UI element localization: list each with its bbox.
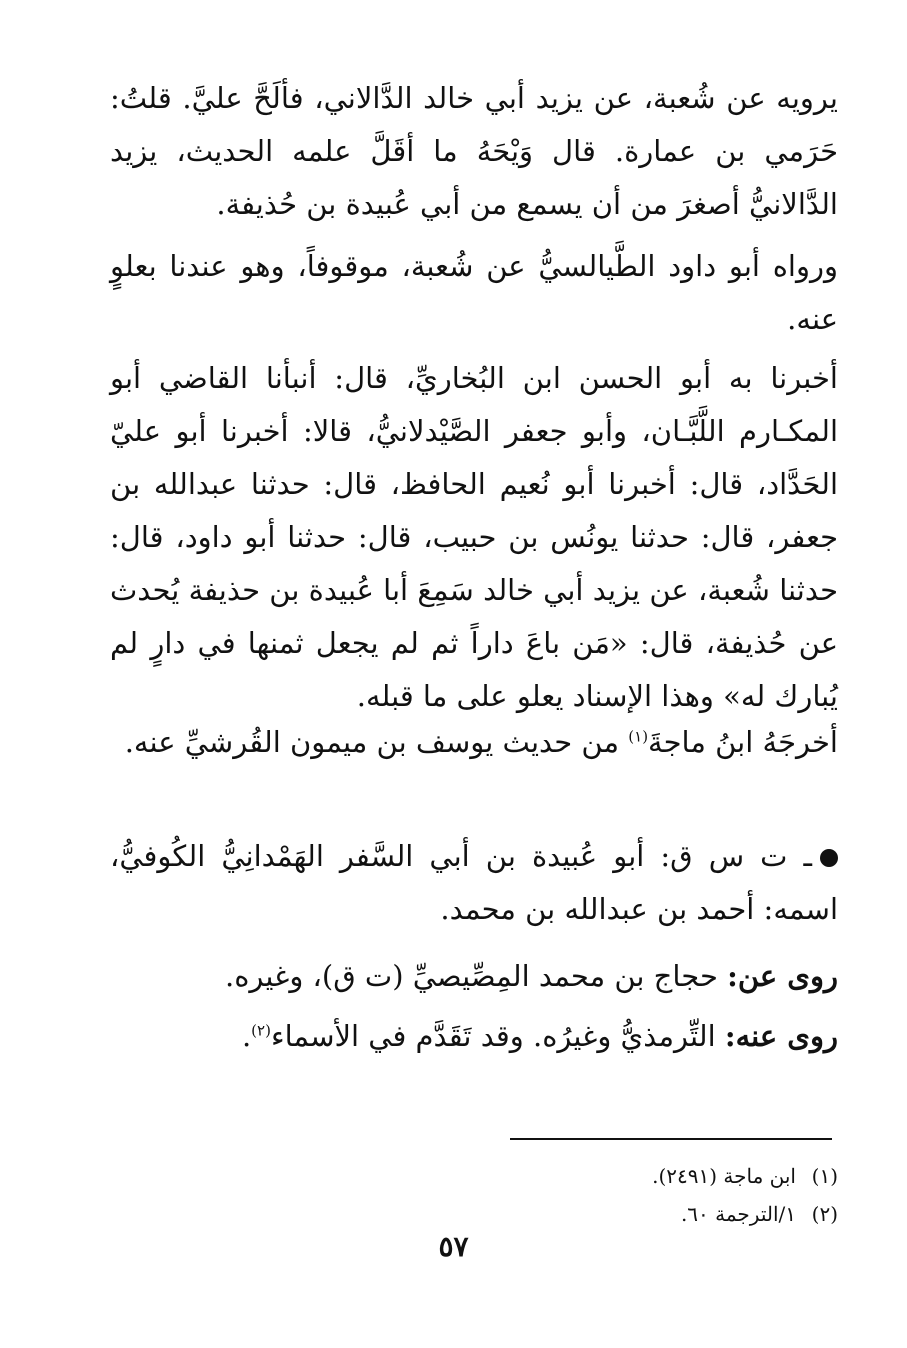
paragraph-4-end: من حديث يوسف بن ميمون القُرشيِّ عنه. (124, 725, 629, 759)
footnote-divider (510, 1138, 832, 1140)
narrated-from-label: روى عن: (727, 959, 838, 993)
paragraph-5 (110, 830, 838, 936)
paragraph-3-text: أخبرنا به أبو الحسن ابن البُخاريِّ، قال: أنبأنا القاضي أبو المكـارم اللَّبَّـان، وأبو جعفر الصَّيْدلانيُّ، قالا: أخبرنا أبو عليّ الحَدَّاد، قال: أخبرنا أبو نُعيم الحافظ، قال: حدثنا عبدالله بن جعفر، قال: حدثنا يونُس بن حبيب، قال: حدثنا أبو داود، قال: حدثنا شُعبة، عن يزيد أبي خالد سَمِعَ أبا عُبيدة بن حذيفة يُحدث عن حُذيفة، قال: «مَن باعَ داراً ثم لم يجعل ثمنها في دارٍ لم يُبارك له» وهذا الإسناد يعلو على ما قبله. (110, 361, 838, 713)
paragraph-4-line (110, 716, 838, 769)
paragraph-6-line (110, 950, 838, 1003)
narrated-from-text: حجاج بن محمد المِصِّيصيِّ (ت ق)، وغيره. (224, 959, 728, 993)
footnote-1 (110, 1157, 838, 1195)
footnote-2-text: ١/الترجمة ٦٠. (680, 1202, 796, 1226)
paragraph-2 (110, 240, 838, 346)
footnote-2 (110, 1195, 838, 1233)
footnote-ref-2: (٢) (251, 1021, 271, 1040)
paragraph-1 (110, 72, 838, 231)
narrated-by-text: التِّرمذيُّ وغيرُه. وقد تَقَدَّم في الأسماء (270, 1019, 725, 1053)
paragraph-6 (110, 950, 838, 1003)
footnotes (110, 1157, 838, 1233)
paragraph-1-text: يرويه عن شُعبة، عن يزيد أبي خالد الدَّالاني، فألَحَّ عليَّ. قلتُ: حَرَمي بن عمارة. قال وَيْحَهُ ما أقَلَّ علمه الحديث، يزيد الدَّالانيُّ أصغرَ من أن يسمع من أبي عُبيدة بن حُذيفة. (110, 81, 838, 221)
paragraph-7-line (110, 1010, 838, 1063)
footnote-2-number: (٢) (811, 1202, 838, 1226)
paragraph-5-text: ـ ت س ق: أبو عُبيدة بن أبي السَّفر الهَمْدانِيُّ الكُوفيُّ، اسمه: أحمد بن عبدالله بن محمد. (110, 839, 838, 926)
paragraph-2-text: ورواه أبو داود الطَّيالسيُّ عن شُعبة، موقوفاً، وهو عندنا بعلوٍ عنه. (110, 249, 838, 336)
paragraph-7 (110, 1010, 838, 1063)
paragraph-3 (110, 352, 838, 723)
paragraph-7-end: . (241, 1019, 252, 1053)
narrated-by-label: روى عنه: (724, 1019, 838, 1053)
footnote-1-number: (١) (811, 1164, 838, 1188)
footnote-1-text: ابن ماجة (٢٤٩١). (652, 1164, 796, 1188)
page-number: ٥٧ (438, 1230, 469, 1263)
paragraph-5-line (110, 830, 838, 936)
paragraph-4-start: أخرجَهُ ابنُ ماجةَ (648, 725, 838, 759)
bullet-icon (820, 849, 838, 867)
paragraph-4 (110, 716, 838, 769)
footnote-ref-1: (١) (628, 727, 649, 746)
